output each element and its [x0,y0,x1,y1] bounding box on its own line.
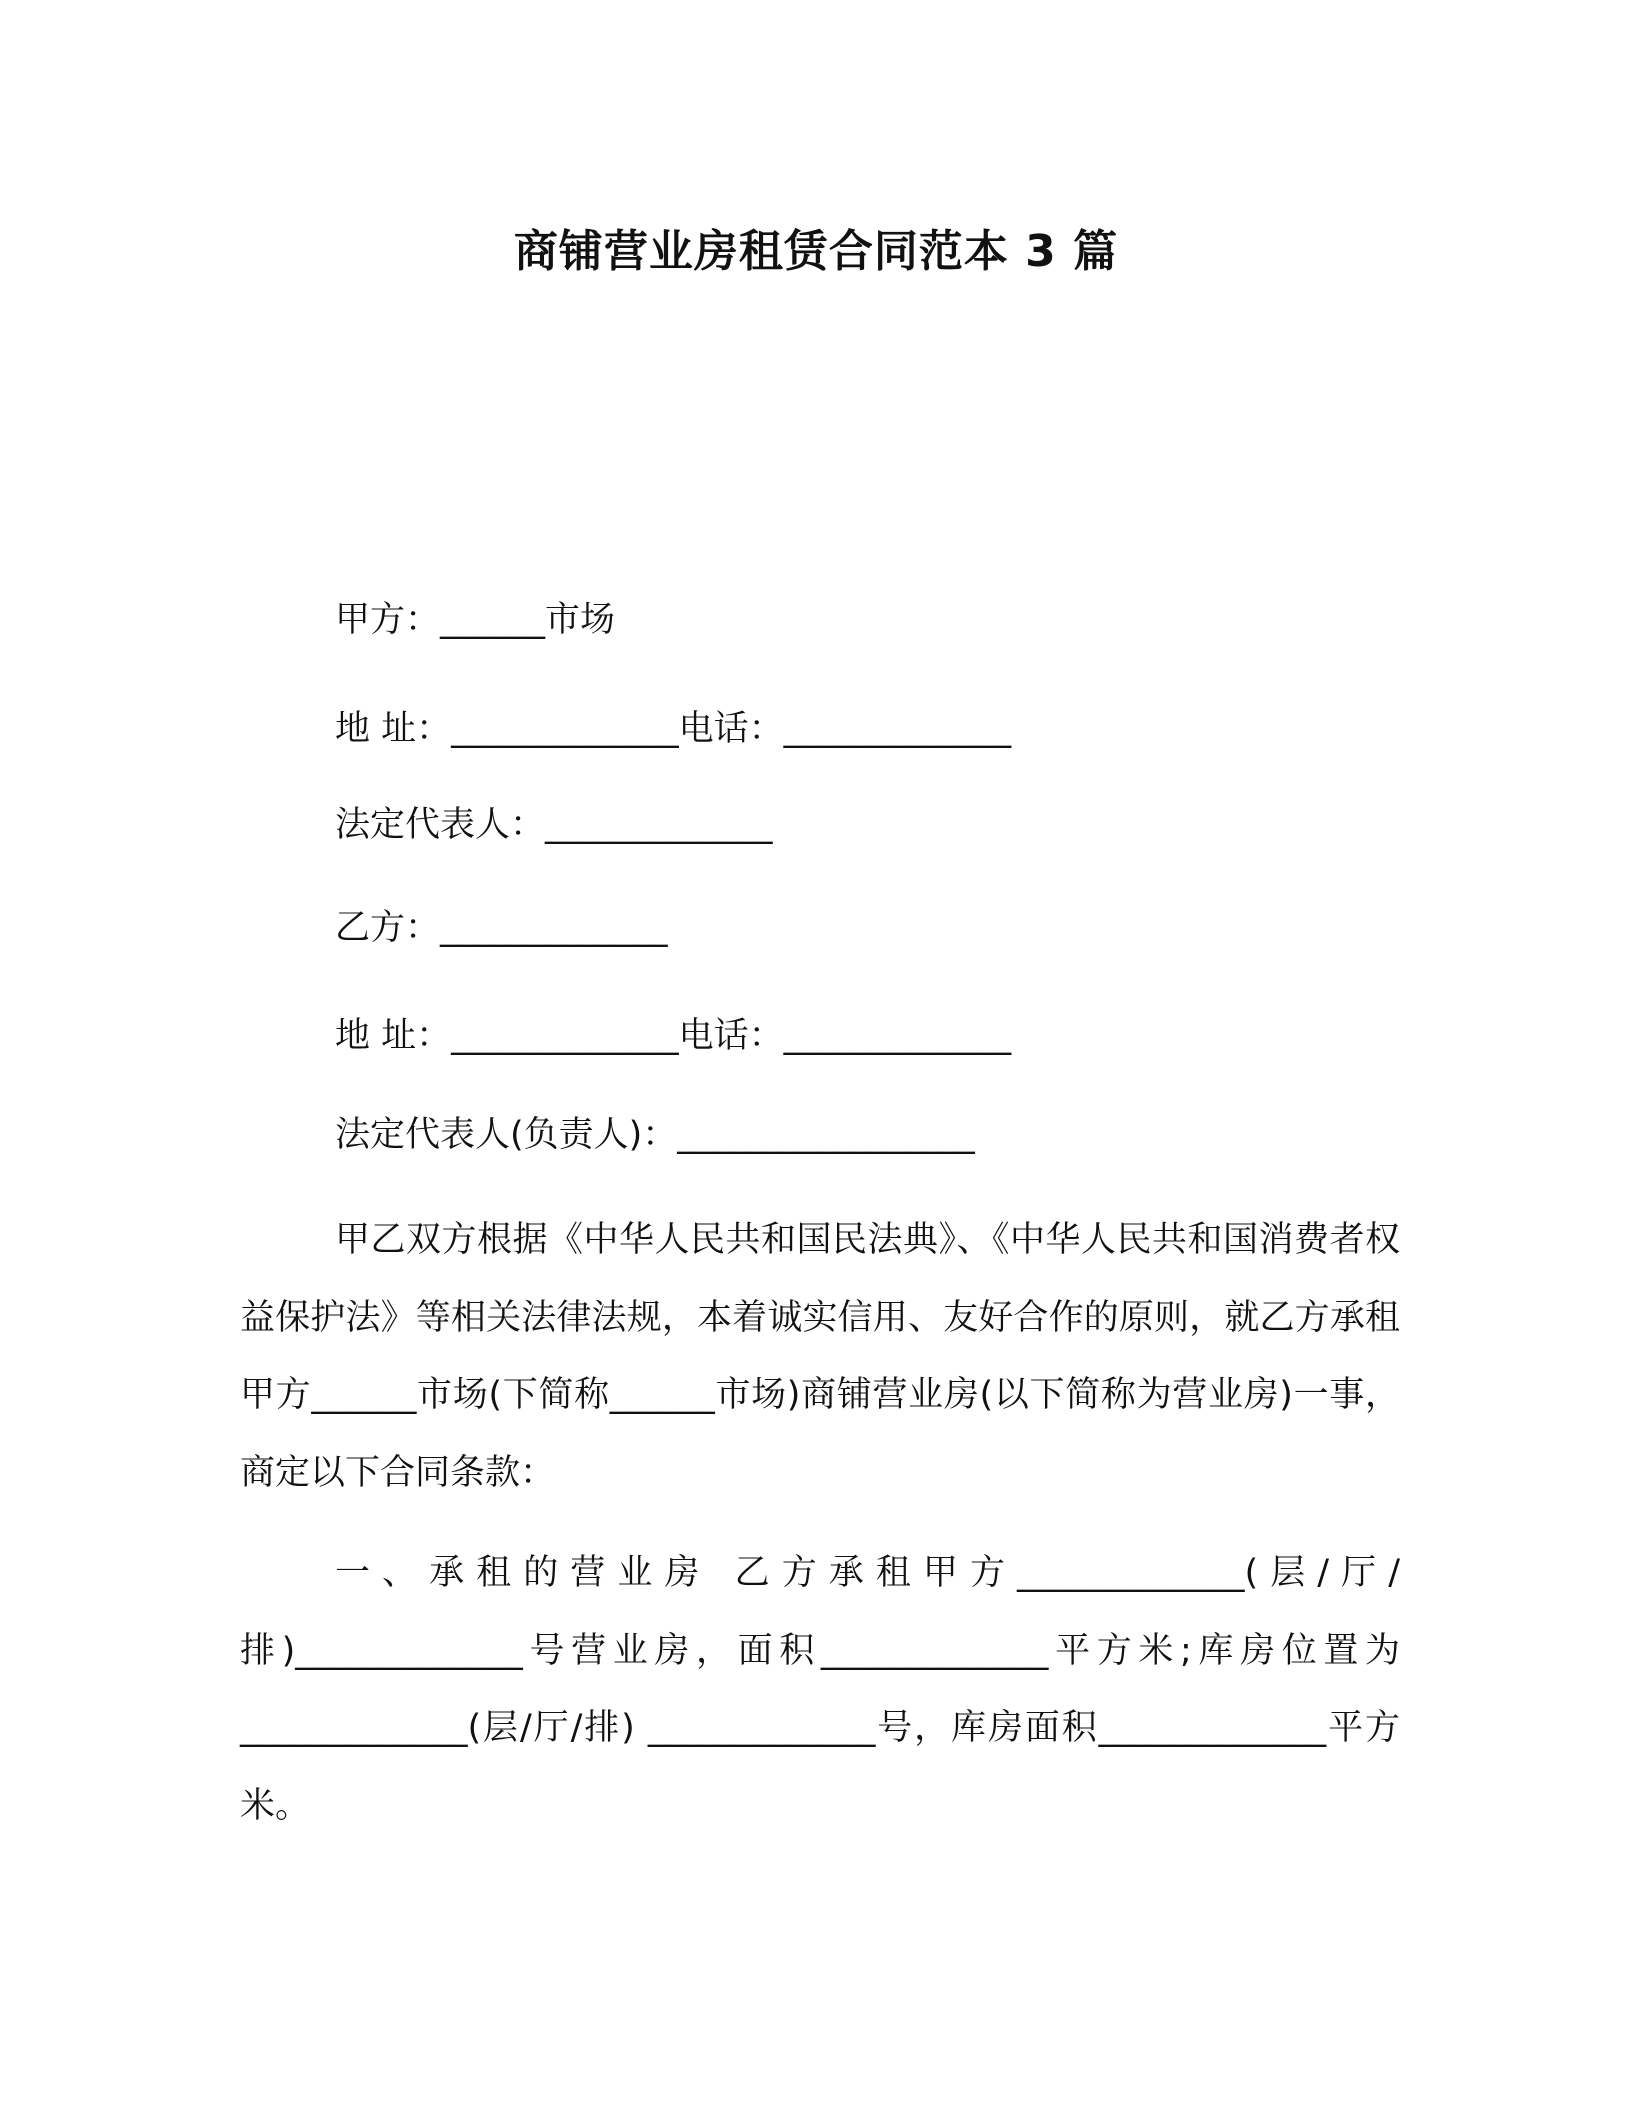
party-b-line: 乙方：_____________ [335,908,668,948]
preamble-paragraph: 甲乙双方根据《中华人民共和国民法典》、《中华人民共和国消费者权益保护法》等相关法律法规，本着诚实信用、友好合作的原则，就乙方承租甲方______市场(下简称______市场)商铺营业房(以下简称为营业房)一事，商定以下合同条款： [240,1220,1400,1493]
document-title: 商铺营业房租赁合同范本 3 篇 [513,226,1119,277]
party-a-line: 甲方：______市场 [335,600,616,640]
clause-1-paragraph: 一、承租的营业房 乙方承租甲方_____________(层/厅/排)_____________号营业房，面积_____________平方米;库房位置为_____________(层/厅/排) _____________号，库房面积_____________平方米。 [240,1553,1400,1826]
party-a-legal-rep-line: 法定代表人：_____________ [335,805,773,845]
party-b-address-line: 地 址：_____________电话：_____________ [335,1016,1012,1056]
party-a-address-line: 地 址：_____________电话：_____________ [335,709,1012,749]
party-b-legal-rep-line: 法定代表人(负责人)：_________________ [335,1115,975,1155]
